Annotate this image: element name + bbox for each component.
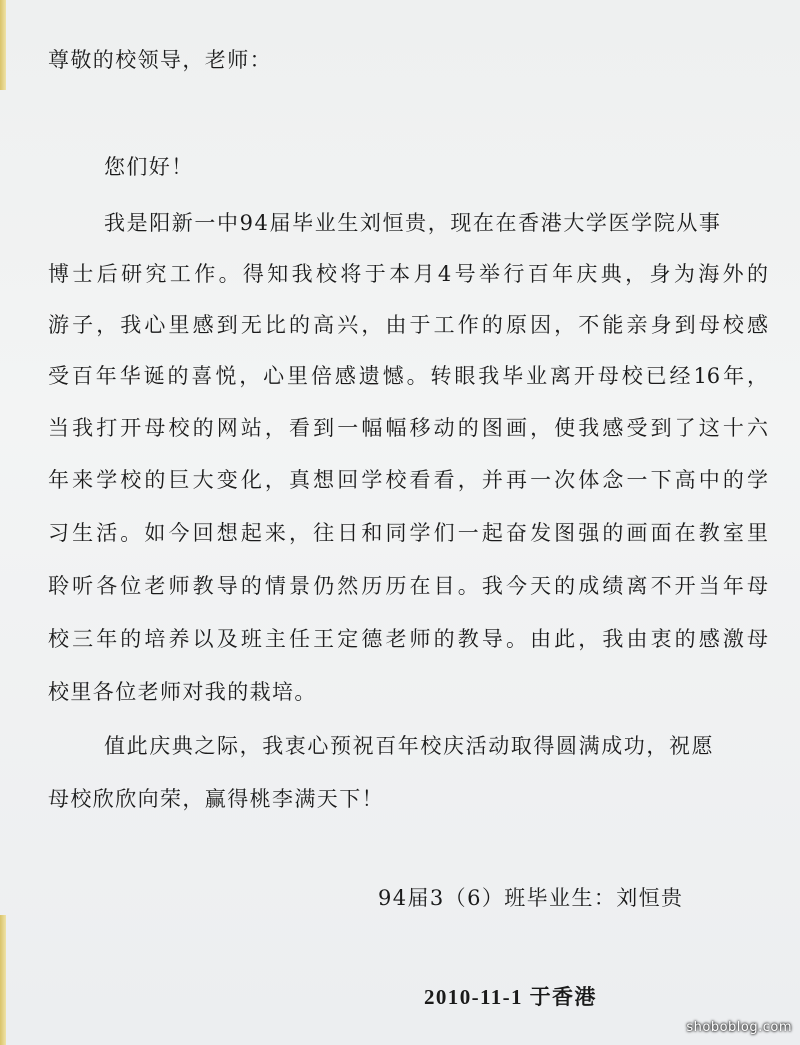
body-line: 我是阳新一中94届毕业生刘恒贵，现在在香港大学医学院从事 [104,211,722,235]
closing-line: 值此庆典之际，我衷心预祝百年校庆活动取得圆满成功，祝愿 [104,734,715,758]
body-line: 受百年华诞的喜悦，心里倍感遗憾。转眼我毕业离开母校已经16年， [48,364,768,388]
body-line: 习生活。如今回想起来，往日和同学们一起奋发图强的画面在教室里 [48,521,768,545]
signature: 94届3（6）班毕业生：刘恒贵 [378,886,684,910]
salutation: 尊敬的校领导，老师： [48,48,272,72]
body-line: 校三年的培养以及班主任王定德老师的教导。由此，我由衷的感激母 [48,627,768,651]
closing-line: 母校欣欣向荣，赢得桃李满天下！ [48,787,384,811]
date-place: 2010-11-1 于香港 [424,985,597,1009]
body-line: 年来学校的巨大变化，真想回学校看看，并再一次体念一下高中的学 [48,468,768,492]
body-line: 当我打开母校的网站，看到一幅幅移动的图画，使我感受到了这十六 [48,416,768,440]
body-line: 游子，我心里感到无比的高兴，由于工作的原因，不能亲身到母校感 [48,313,768,337]
body-line: 博士后研究工作。得知我校将于本月4号举行百年庆典，身为海外的 [48,262,768,286]
greeting: 您们好！ [104,155,194,179]
page-edge-strip-top [0,0,6,90]
watermark: shoboblog.com [686,1020,792,1035]
body-line: 聆听各位老师教导的情景仍然历历在目。我今天的成绩离不开当年母 [48,574,768,598]
body-line: 校里各位老师对我的栽培。 [48,680,317,704]
page-edge-strip-bottom [0,915,6,1045]
